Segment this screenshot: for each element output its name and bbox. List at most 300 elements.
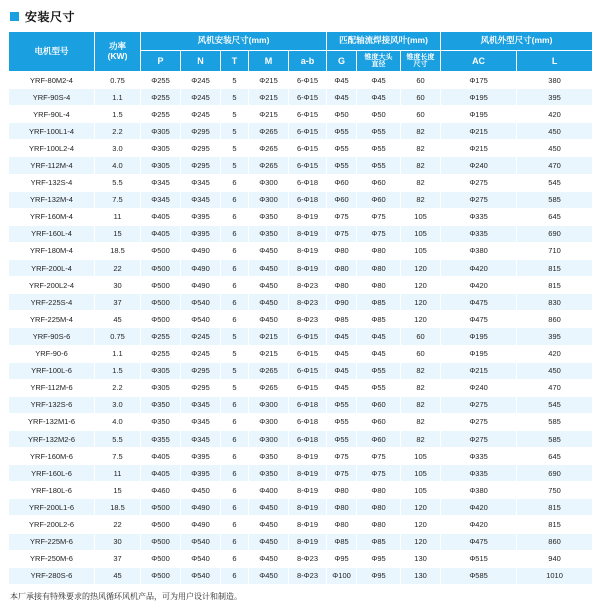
table-cell: Φ55 xyxy=(327,413,357,430)
title-marker-icon xyxy=(10,12,19,21)
table-cell: Φ50 xyxy=(357,106,401,123)
table-cell: Φ585 xyxy=(441,567,517,584)
table-cell: Φ295 xyxy=(181,157,221,174)
table-cell: 645 xyxy=(517,208,593,225)
table-cell: 6 xyxy=(221,567,249,584)
table-cell: Φ215 xyxy=(249,72,289,89)
table-cell: 5 xyxy=(221,362,249,379)
cell-model: YRF-100L2-4 xyxy=(9,140,95,157)
table-cell: Φ450 xyxy=(249,533,289,550)
table-cell: 15 xyxy=(95,225,141,242)
table-cell: 8-Φ23 xyxy=(289,294,327,311)
table-cell: 4.0 xyxy=(95,413,141,430)
table-cell: 45 xyxy=(95,567,141,584)
table-cell: Φ475 xyxy=(441,533,517,550)
table-cell: 8-Φ19 xyxy=(289,208,327,225)
table-cell: 750 xyxy=(517,482,593,499)
table-cell: 6 xyxy=(221,533,249,550)
cell-model: YRF-132S-6 xyxy=(9,396,95,413)
cell-model: YRF-100L1-4 xyxy=(9,123,95,140)
table-cell: Φ295 xyxy=(181,379,221,396)
table-cell: Φ215 xyxy=(249,345,289,362)
table-cell: Φ450 xyxy=(249,567,289,584)
table-cell: 940 xyxy=(517,550,593,567)
table-row xyxy=(9,106,593,123)
table-cell: Φ55 xyxy=(357,379,401,396)
header-p: P xyxy=(141,51,181,72)
table-cell: 815 xyxy=(517,499,593,516)
table-cell: Φ500 xyxy=(141,311,181,328)
table-cell: 8-Φ23 xyxy=(289,550,327,567)
table-cell: Φ350 xyxy=(141,396,181,413)
table-cell: Φ345 xyxy=(181,396,221,413)
table-cell: 5 xyxy=(221,106,249,123)
table-cell: 710 xyxy=(517,242,593,259)
table-cell: Φ500 xyxy=(141,260,181,277)
table-cell: Φ275 xyxy=(441,413,517,430)
table-cell: 860 xyxy=(517,311,593,328)
header-cone-length-line1: 锥度长度 xyxy=(406,53,435,61)
header-blade-group: 匹配轴流焊接风叶(mm) xyxy=(327,32,441,51)
table-cell: 6-Φ15 xyxy=(289,379,327,396)
table-cell: 6 xyxy=(221,191,249,208)
table-cell: 420 xyxy=(517,106,593,123)
cell-model: YRF-200L1-6 xyxy=(9,499,95,516)
table-cell: Φ295 xyxy=(181,140,221,157)
table-cell: 5.5 xyxy=(95,174,141,191)
table-cell: Φ80 xyxy=(327,516,357,533)
table-cell: 2.2 xyxy=(95,123,141,140)
table-cell: 585 xyxy=(517,191,593,208)
table-cell: 6-Φ18 xyxy=(289,430,327,447)
table-cell: Φ450 xyxy=(249,550,289,567)
table-cell: 5.5 xyxy=(95,430,141,447)
table-cell: 8-Φ19 xyxy=(289,242,327,259)
table-cell: 690 xyxy=(517,225,593,242)
table-row xyxy=(9,72,593,89)
table-cell: Φ45 xyxy=(327,72,357,89)
table-cell: Φ305 xyxy=(141,362,181,379)
table-cell: 60 xyxy=(401,345,441,362)
table-cell: 6-Φ15 xyxy=(289,140,327,157)
table-cell: 30 xyxy=(95,533,141,550)
header-g: G xyxy=(327,51,357,72)
table-cell: Φ45 xyxy=(327,328,357,345)
cell-model: YRF-90-6 xyxy=(9,345,95,362)
table-row xyxy=(9,550,593,567)
table-cell: 6 xyxy=(221,208,249,225)
table-row xyxy=(9,157,593,174)
table-cell: Φ450 xyxy=(249,277,289,294)
table-cell: Φ215 xyxy=(441,140,517,157)
header-big-diameter xyxy=(357,51,401,72)
table-row xyxy=(9,448,593,465)
table-row xyxy=(9,533,593,550)
cell-model: YRF-90L-4 xyxy=(9,106,95,123)
cell-model: YRF-160M-4 xyxy=(9,208,95,225)
table-header xyxy=(9,32,593,72)
table-cell: Φ395 xyxy=(181,465,221,482)
table-cell: Φ55 xyxy=(357,362,401,379)
table-header-group-row xyxy=(9,32,593,51)
table-cell: 6 xyxy=(221,242,249,259)
cell-model: YRF-180M-4 xyxy=(9,242,95,259)
cell-model: YRF-160L-6 xyxy=(9,465,95,482)
table-cell: Φ335 xyxy=(441,208,517,225)
table-cell: Φ85 xyxy=(357,311,401,328)
table-cell: Φ335 xyxy=(441,448,517,465)
table-cell: Φ335 xyxy=(441,225,517,242)
table-cell: Φ395 xyxy=(181,225,221,242)
table-cell: Φ265 xyxy=(249,362,289,379)
table-cell: Φ350 xyxy=(249,225,289,242)
table-cell: 1010 xyxy=(517,567,593,584)
table-cell: 120 xyxy=(401,260,441,277)
table-row xyxy=(9,277,593,294)
cell-model: YRF-132S-4 xyxy=(9,174,95,191)
table-cell: Φ450 xyxy=(249,499,289,516)
table-row xyxy=(9,208,593,225)
table-cell: Φ80 xyxy=(357,260,401,277)
table-cell: 1.5 xyxy=(95,106,141,123)
header-big-diameter-line2: 直径 xyxy=(371,61,386,68)
table-cell: 60 xyxy=(401,72,441,89)
table-cell: Φ45 xyxy=(357,72,401,89)
table-cell: Φ45 xyxy=(327,89,357,106)
table-cell: 815 xyxy=(517,277,593,294)
cell-model: YRF-90S-6 xyxy=(9,328,95,345)
table-cell: Φ540 xyxy=(181,550,221,567)
table-cell: 6-Φ15 xyxy=(289,89,327,106)
table-cell: Φ215 xyxy=(441,123,517,140)
table-cell: 11 xyxy=(95,465,141,482)
cell-model: YRF-160M-6 xyxy=(9,448,95,465)
table-cell: Φ305 xyxy=(141,379,181,396)
cell-model: YRF-200L2-4 xyxy=(9,277,95,294)
table-cell: 6-Φ18 xyxy=(289,174,327,191)
table-cell: Φ80 xyxy=(357,499,401,516)
table-cell: 120 xyxy=(401,516,441,533)
header-ac: AC xyxy=(441,51,517,72)
table-cell: 0.75 xyxy=(95,328,141,345)
table-cell: Φ60 xyxy=(357,413,401,430)
table-cell: Φ75 xyxy=(327,465,357,482)
table-cell: 5 xyxy=(221,140,249,157)
table-cell: Φ55 xyxy=(327,140,357,157)
table-cell: Φ265 xyxy=(249,157,289,174)
table-cell: Φ490 xyxy=(181,516,221,533)
table-cell: 5 xyxy=(221,328,249,345)
table-cell: Φ265 xyxy=(249,123,289,140)
table-cell: Φ395 xyxy=(181,208,221,225)
table-cell: 5 xyxy=(221,89,249,106)
header-power-line1: 功率 xyxy=(108,40,126,51)
table-cell: Φ255 xyxy=(141,345,181,362)
table-cell: 830 xyxy=(517,294,593,311)
table-cell: Φ75 xyxy=(357,225,401,242)
table-cell: 105 xyxy=(401,448,441,465)
table-row xyxy=(9,516,593,533)
table-cell: 105 xyxy=(401,208,441,225)
cell-model: YRF-200L2-6 xyxy=(9,516,95,533)
table-row xyxy=(9,362,593,379)
table-cell: Φ45 xyxy=(327,379,357,396)
table-cell: 37 xyxy=(95,294,141,311)
cell-model: YRF-225M-4 xyxy=(9,311,95,328)
header-big-diameter-line1: 锥度大头 xyxy=(364,53,393,61)
table-cell: 8-Φ19 xyxy=(289,482,327,499)
table-cell: Φ50 xyxy=(327,106,357,123)
header-power-line2: (KW) xyxy=(107,50,128,61)
header-ab: a-b xyxy=(289,51,327,72)
table-cell: 3.0 xyxy=(95,140,141,157)
table-row xyxy=(9,413,593,430)
table-cell: Φ75 xyxy=(327,208,357,225)
cell-model: YRF-280S-6 xyxy=(9,567,95,584)
table-cell: Φ80 xyxy=(327,482,357,499)
table-cell: Φ55 xyxy=(357,140,401,157)
table-cell: 6-Φ15 xyxy=(289,106,327,123)
table-cell: Φ540 xyxy=(181,567,221,584)
specification-table xyxy=(8,31,593,585)
table-cell: 815 xyxy=(517,516,593,533)
table-cell: Φ500 xyxy=(141,277,181,294)
table-cell: 18.5 xyxy=(95,499,141,516)
table-cell: Φ295 xyxy=(181,362,221,379)
header-power xyxy=(95,32,141,72)
table-cell: 120 xyxy=(401,533,441,550)
table-row xyxy=(9,345,593,362)
table-cell: 6 xyxy=(221,482,249,499)
table-body xyxy=(9,72,593,585)
table-row xyxy=(9,430,593,447)
table-cell: 3.0 xyxy=(95,396,141,413)
table-cell: 545 xyxy=(517,174,593,191)
table-cell: Φ475 xyxy=(441,294,517,311)
table-cell: Φ275 xyxy=(441,396,517,413)
table-cell: 0.75 xyxy=(95,72,141,89)
table-cell: Φ45 xyxy=(357,328,401,345)
cell-model: YRF-160L-4 xyxy=(9,225,95,242)
table-cell: Φ300 xyxy=(249,191,289,208)
table-cell: 6-Φ15 xyxy=(289,123,327,140)
table-cell: Φ540 xyxy=(181,311,221,328)
table-cell: 6-Φ18 xyxy=(289,191,327,208)
table-row xyxy=(9,242,593,259)
table-row xyxy=(9,379,593,396)
table-cell: 6 xyxy=(221,430,249,447)
table-cell: 130 xyxy=(401,567,441,584)
table-cell: Φ75 xyxy=(327,225,357,242)
table-cell: 450 xyxy=(517,140,593,157)
table-cell: Φ195 xyxy=(441,328,517,345)
table-cell: 470 xyxy=(517,379,593,396)
table-cell: Φ500 xyxy=(141,516,181,533)
table-cell: 120 xyxy=(401,499,441,516)
table-cell: Φ75 xyxy=(357,208,401,225)
table-cell: Φ300 xyxy=(249,430,289,447)
table-cell: Φ305 xyxy=(141,157,181,174)
table-cell: Φ85 xyxy=(327,311,357,328)
table-cell: Φ95 xyxy=(327,550,357,567)
table-cell: 45 xyxy=(95,311,141,328)
table-cell: 60 xyxy=(401,89,441,106)
table-cell: Φ500 xyxy=(141,533,181,550)
table-cell: 1.1 xyxy=(95,345,141,362)
table-cell: 8-Φ23 xyxy=(289,567,327,584)
table-cell: Φ420 xyxy=(441,277,517,294)
table-cell: Φ55 xyxy=(357,157,401,174)
cell-model: YRF-90S-4 xyxy=(9,89,95,106)
table-cell: 6 xyxy=(221,277,249,294)
table-cell: Φ75 xyxy=(327,448,357,465)
table-cell: 22 xyxy=(95,516,141,533)
table-cell: 82 xyxy=(401,191,441,208)
table-cell: Φ350 xyxy=(249,465,289,482)
table-cell: Φ500 xyxy=(141,550,181,567)
table-cell: Φ100 xyxy=(327,567,357,584)
table-cell: Φ60 xyxy=(357,174,401,191)
table-cell: 120 xyxy=(401,277,441,294)
table-cell: Φ400 xyxy=(249,482,289,499)
table-cell: Φ345 xyxy=(181,191,221,208)
page-title xyxy=(8,6,592,31)
table-cell: Φ490 xyxy=(181,277,221,294)
table-cell: 6-Φ15 xyxy=(289,157,327,174)
table-row xyxy=(9,396,593,413)
table-cell: 8-Φ23 xyxy=(289,277,327,294)
table-cell: Φ60 xyxy=(357,430,401,447)
table-cell: Φ80 xyxy=(327,242,357,259)
table-cell: 6-Φ15 xyxy=(289,328,327,345)
table-cell: 6 xyxy=(221,499,249,516)
table-cell: 585 xyxy=(517,413,593,430)
table-cell: Φ450 xyxy=(249,516,289,533)
table-cell: 8-Φ23 xyxy=(289,311,327,328)
footnote: 本厂承接有特殊要求的热风循环风机产品，可为用户设计和制造。 xyxy=(10,591,242,601)
table-cell: 11 xyxy=(95,208,141,225)
table-cell: Φ255 xyxy=(141,72,181,89)
table-cell: 18.5 xyxy=(95,242,141,259)
table-cell: Φ60 xyxy=(357,396,401,413)
table-row xyxy=(9,294,593,311)
table-cell: 7.5 xyxy=(95,448,141,465)
cell-model: YRF-80M2-4 xyxy=(9,72,95,89)
table-cell: Φ85 xyxy=(327,533,357,550)
table-cell: Φ305 xyxy=(141,140,181,157)
table-cell: Φ215 xyxy=(249,89,289,106)
table-cell: Φ80 xyxy=(357,277,401,294)
table-cell: Φ515 xyxy=(441,550,517,567)
table-row xyxy=(9,123,593,140)
table-cell: Φ540 xyxy=(181,533,221,550)
header-cone-length-line2: 尺寸 xyxy=(413,61,428,68)
table-cell: 8-Φ19 xyxy=(289,533,327,550)
table-cell: Φ350 xyxy=(249,448,289,465)
table-cell: Φ95 xyxy=(357,567,401,584)
table-cell: 105 xyxy=(401,242,441,259)
table-cell: Φ475 xyxy=(441,311,517,328)
table-cell: Φ255 xyxy=(141,106,181,123)
table-cell: 82 xyxy=(401,140,441,157)
table-cell: 8-Φ19 xyxy=(289,499,327,516)
table-cell: 82 xyxy=(401,157,441,174)
table-cell: 6 xyxy=(221,174,249,191)
table-cell: Φ420 xyxy=(441,499,517,516)
page-title-text: 安装尺寸 xyxy=(25,10,76,24)
table-cell: Φ80 xyxy=(327,499,357,516)
table-cell: Φ265 xyxy=(249,379,289,396)
table-cell: Φ215 xyxy=(249,328,289,345)
table-cell: 1.5 xyxy=(95,362,141,379)
table-cell: Φ275 xyxy=(441,174,517,191)
table-cell: Φ95 xyxy=(357,550,401,567)
table-cell: 8-Φ19 xyxy=(289,448,327,465)
table-cell: Φ85 xyxy=(357,533,401,550)
table-cell: Φ405 xyxy=(141,448,181,465)
table-cell: Φ500 xyxy=(141,499,181,516)
table-cell: Φ395 xyxy=(181,448,221,465)
table-cell: Φ45 xyxy=(327,362,357,379)
table-cell: 6-Φ18 xyxy=(289,413,327,430)
table-cell: 6 xyxy=(221,396,249,413)
table-cell: 105 xyxy=(401,465,441,482)
table-cell: 6 xyxy=(221,413,249,430)
table-cell: Φ175 xyxy=(441,72,517,89)
table-cell: Φ85 xyxy=(357,294,401,311)
table-cell: Φ245 xyxy=(181,106,221,123)
table-cell: 585 xyxy=(517,430,593,447)
table-row xyxy=(9,465,593,482)
table-cell: 6 xyxy=(221,516,249,533)
table-cell: Φ500 xyxy=(141,294,181,311)
table-cell: Φ345 xyxy=(141,174,181,191)
table-cell: Φ215 xyxy=(441,362,517,379)
table-cell: 5 xyxy=(221,123,249,140)
table-cell: Φ80 xyxy=(357,482,401,499)
table-cell: Φ45 xyxy=(357,345,401,362)
table-cell: 2.2 xyxy=(95,379,141,396)
table-row xyxy=(9,89,593,106)
table-cell: 82 xyxy=(401,174,441,191)
table-cell: Φ450 xyxy=(249,242,289,259)
table-cell: Φ80 xyxy=(327,277,357,294)
table-cell: 60 xyxy=(401,106,441,123)
table-cell: Φ75 xyxy=(357,448,401,465)
table-cell: 120 xyxy=(401,311,441,328)
table-cell: Φ255 xyxy=(141,89,181,106)
table-cell: Φ420 xyxy=(441,516,517,533)
table-cell: 6-Φ15 xyxy=(289,345,327,362)
table-cell: Φ55 xyxy=(327,430,357,447)
table-cell: Φ305 xyxy=(141,123,181,140)
table-cell: Φ75 xyxy=(357,465,401,482)
table-cell: 6 xyxy=(221,448,249,465)
table-cell: 82 xyxy=(401,413,441,430)
table-cell: Φ490 xyxy=(181,499,221,516)
table-cell: Φ80 xyxy=(357,242,401,259)
cell-model: YRF-250M-6 xyxy=(9,550,95,567)
table-cell: Φ295 xyxy=(181,123,221,140)
table-cell: Φ80 xyxy=(357,516,401,533)
table-cell: Φ45 xyxy=(327,345,357,362)
table-cell: Φ500 xyxy=(141,242,181,259)
table-cell: Φ80 xyxy=(327,260,357,277)
table-cell: 8-Φ19 xyxy=(289,225,327,242)
table-cell: Φ245 xyxy=(181,89,221,106)
table-cell: 6 xyxy=(221,550,249,567)
table-cell: Φ45 xyxy=(357,89,401,106)
